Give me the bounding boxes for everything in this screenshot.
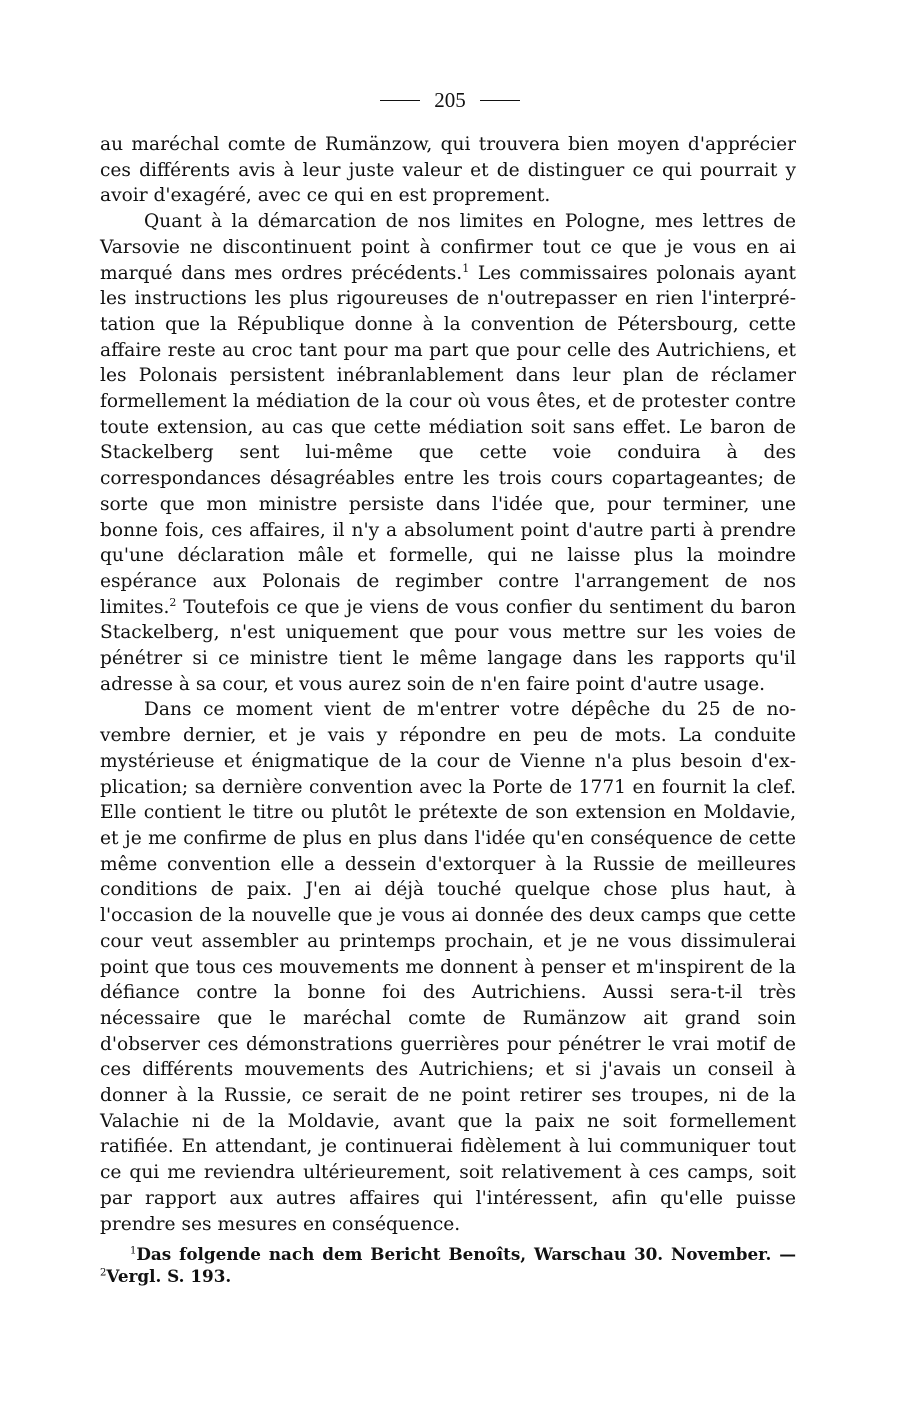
paragraph — [100, 209, 796, 697]
footnotes — [100, 1243, 796, 1287]
paragraph-text: Les commissaires polonais ayant les instructions les plus rigoureuses de n'outrepasser en rien l'interprétation que la République donne à la convention de Pétersbourg, cette affaire reste au croc tant pour ma part que pour celle des Autrichiens, et les Polonais persistent inébranlablement dans leur plan de réclamer formellement la médiation de la cour où vous êtes, et de protester contre toute extension, au cas que cette médiation soit sans effet. Le baron de Stackelberg sent lui-même que cette voie conduira à des correspondances désagréables entre les trois cours copartageantes; de sorte que mon ministre persiste dans l'idée que, pour terminer, une bonne fois, ces affaires, il n'y a absolument point d'autre parti à prendre qu'une déclaration mâle et formelle, qui ne laisse plus la moindre espérance aux Polonais de regimber contre l'arrangement de nos limites. — [100, 262, 796, 618]
body-text — [100, 132, 796, 1237]
footnote-mark: 1 — [130, 1245, 137, 1257]
footnote-text: Das folgende nach dem Bericht Benoîts, Warschau 30. November. — — [136, 1244, 796, 1265]
footnote-block — [100, 1243, 796, 1287]
footnote-text: Vergl. S. 193. — [106, 1266, 232, 1287]
footnote-ref: 2 — [169, 595, 177, 609]
footnote-ref: 1 — [462, 261, 470, 275]
paragraph-text: Toutefois ce que je viens de vous confier du sentiment du baron Stackelberg, n'est uniquement que pour vous mettre sur les voies de pénétrer si ce ministre tient le même langage dans les rapports qu'il adresse à sa cour, et vous aurez soin de n'en faire point d'autre usage. — [100, 596, 796, 695]
page-body — [100, 132, 796, 1287]
header-rule-left — [380, 100, 420, 101]
paragraph — [100, 697, 796, 1237]
paragraph-text: Dans ce moment vient de m'entrer votre dépêche du 25 de novembre dernier, et je vais y répondre en peu de mots. La conduite mystérieuse et énigmatique de la cour de Vienne n'a plus besoin d'explication; sa dernière convention avec la Porte de 1771 en fournit la clef. Elle contient le titre ou plutôt le prétexte de son extension en Moldavie, et je me confirme de plus en plus dans l'idée qu'en conséquence de cette même convention elle a dessein d'extorquer à la Russie de meilleures conditions de paix. J'en ai déjà touché quelque chose plus haut, à l'occasion de la nouvelle que je vous ai donnée des deux camps que cette cour veut assembler au printemps prochain, et je ne vous dissimulerai point que tous ces mouvements me donnent à penser et m'inspirent de la défiance contre la bonne foi des Autrichiens. Aussi sera-t-il très nécessaire que le maréchal comte de Rumänzow ait grand soin d'observer ces démonstrations guerrières pour pénétrer le vrai motif de ces différents mouvements des Autrichiens; et si j'avais un conseil à donner à la Russie, ce serait de ne point retirer ses troupes, ni de la Valachie ni de la Moldavie, avant que la paix ne soit formellement ratifiée. En attendant, je continuerai fidèlement à lui communiquer tout ce qui me reviendra ultérieurement, soit relativement à ces camps, soit par rapport aux autres affaires qui l'intéressent, afin qu'elle puisse prendre ses mesures en conséquence. — [100, 699, 796, 1235]
paragraph-text: au maréchal comte de Rumänzow, qui trouvera bien moyen d'apprécier ces différents avis à leur juste valeur et de distinguer ce qui pourrait y avoir d'exagéré, avec ce qui en est proprement. — [100, 134, 796, 207]
footnote-mark: 2 — [100, 1267, 107, 1279]
page-number: 205 — [434, 88, 466, 112]
paragraph — [100, 132, 796, 209]
page-header — [0, 88, 900, 113]
paragraph-text: Quant à la démarcation de nos limites en Pologne, mes lettres de Varsovie ne discontinuent point à confirmer tout ce que je vous en ai marqué dans mes ordres précédents. — [100, 211, 796, 284]
header-rule-right — [480, 100, 520, 101]
